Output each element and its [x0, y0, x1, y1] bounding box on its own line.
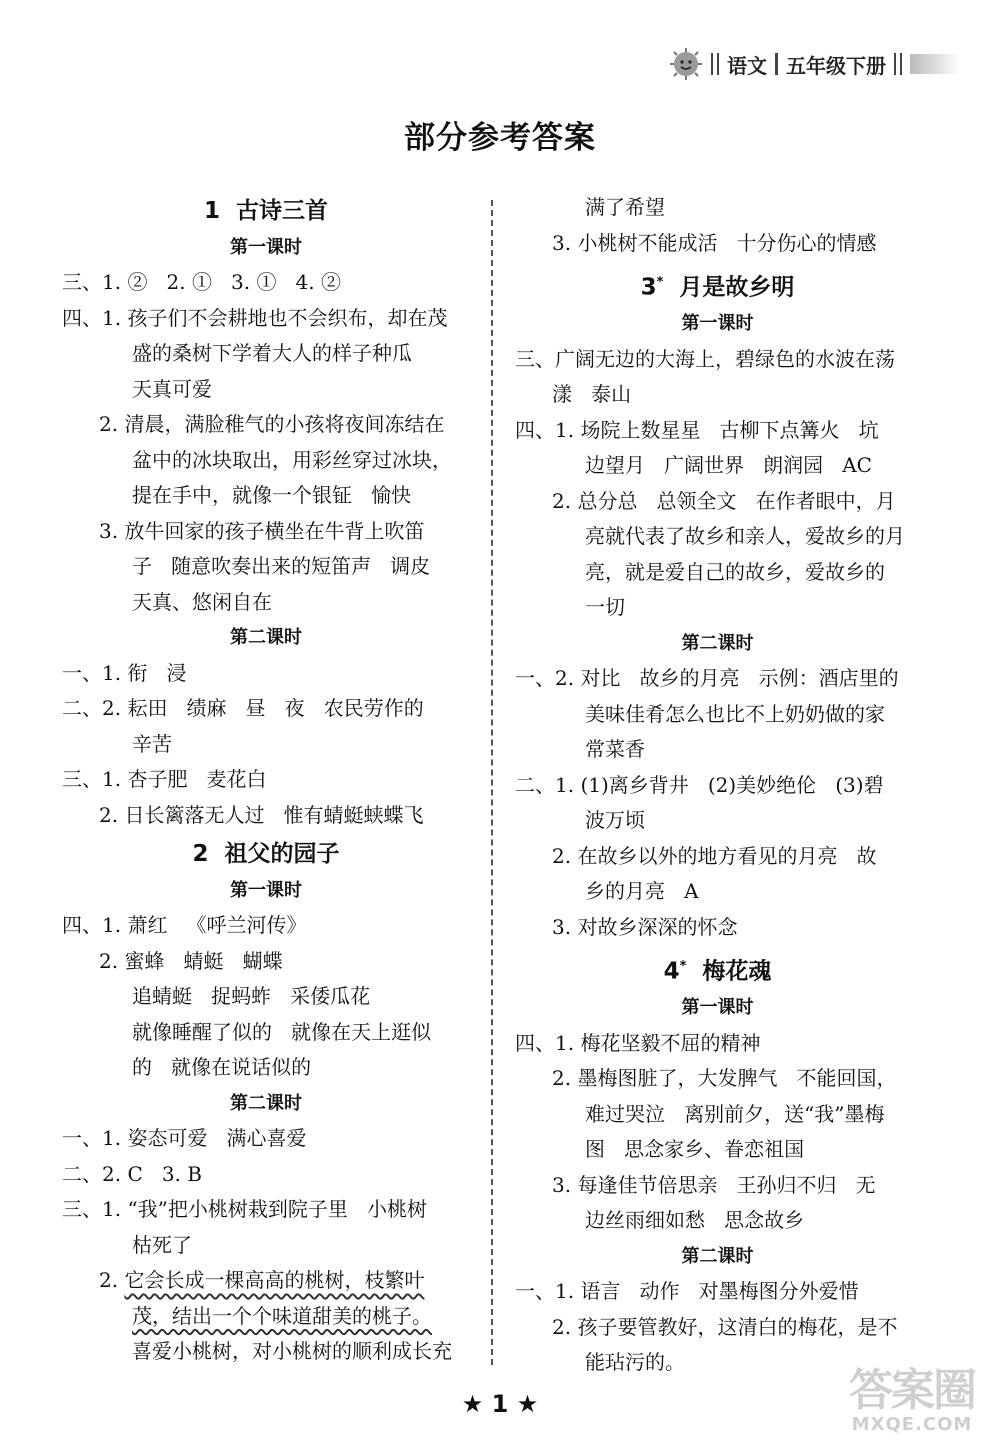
- header-separator: [775, 53, 778, 75]
- header-divider-right: [894, 53, 902, 75]
- answer-line: 3. 每逢佳节倍思亲 王孙归不归 无: [552, 1172, 876, 1197]
- answer-line: 一、1. 语言 动作 对墨梅图分外爱惜: [515, 1279, 859, 1304]
- lesson-heading: 第一课时: [681, 997, 754, 1019]
- answer-line: 亮就代表了故乡和亲人，爱故乡的月: [585, 524, 905, 549]
- answer-line: 能玷污的。: [585, 1350, 685, 1375]
- answer-line: 的 就像在说话似的: [132, 1055, 312, 1079]
- answer-line: 常菜香: [585, 737, 645, 762]
- answer-line: 就像睡醒了似的 就像在天上逛似: [132, 1019, 432, 1044]
- optional-star: *: [679, 959, 687, 975]
- optional-star: *: [656, 275, 664, 290]
- answer-line: 盆中的冰块取出，用彩丝穿过冰块，: [132, 447, 452, 472]
- answer-line: 提在手中，就像一个银钲 愉快: [132, 483, 412, 507]
- answer-line: 2. 蜜蜂 蜻蜓 蝴蝶: [99, 948, 283, 973]
- answer-line: 边望月 广阔世界 朗润园 AC: [585, 453, 872, 478]
- watermark-logo: [842, 1365, 982, 1438]
- section-title: [515, 949, 920, 990]
- running-header: [669, 44, 960, 84]
- answer-line: 三、1. ② 2. ① 3. ① 4. ②: [62, 270, 341, 294]
- page-number: ★ 1 ★: [461, 1390, 539, 1418]
- answer-line: 2. 清晨，满脸稚气的小孩将夜间冻结在: [99, 412, 445, 436]
- watermark-text: 答案圈: [849, 1365, 975, 1416]
- answer-line: 天真、悠闲自在: [132, 589, 272, 614]
- answer-line: 追蜻蜓 捉蚂蚱 采倭瓜花: [132, 984, 371, 1008]
- answer-line: 难过哭泣 离别前夕，送“我”墨梅: [585, 1101, 885, 1126]
- answer-line: 三、1. 杏子肥 麦花白: [62, 767, 267, 791]
- answer-line: 图 思念家乡、眷恋祖国: [585, 1137, 805, 1162]
- answer-line: 喜爱小桃树，对小桃树的顺利成长充: [132, 1339, 452, 1363]
- answer-number: 2.: [99, 1268, 125, 1292]
- answer-line: 一切: [585, 595, 625, 620]
- answer-line: 亮，就是爱自己的故乡，爱故乡的: [585, 559, 885, 584]
- answer-line: 二、1. (1)离乡背井 (2)美妙绝伦 (3)碧: [515, 772, 884, 797]
- lesson-heading: 第一课时: [230, 236, 302, 258]
- section-number: 3: [640, 274, 657, 301]
- lesson-heading: 第一课时: [681, 313, 754, 335]
- answer-line: 2. 总分总 总领全文 在作者眼中，月: [552, 488, 896, 513]
- answer-line: 二、2. C 3. B: [62, 1161, 202, 1186]
- section-number: 4: [663, 958, 680, 985]
- answer-line: 2. 孩子要管教好，这清白的梅花，是不: [552, 1314, 898, 1339]
- wavy-underlined-answer: 茂，结出一个个味道甜美的桃子。: [132, 1303, 432, 1328]
- header-subject: 语文: [727, 53, 767, 78]
- answer-line: 一、1. 姿态可爱 满心喜爱: [62, 1126, 307, 1150]
- answer-line: 波万顷: [585, 808, 645, 833]
- answer-line: 3. 小桃树不能成活 十分伤心的情感: [552, 230, 877, 255]
- answer-line: 美味佳肴怎么也比不上奶奶做的家: [585, 701, 885, 726]
- section-title: 2 祖父的园子: [192, 841, 340, 867]
- lesson-heading: 第二课时: [230, 1092, 302, 1114]
- left-column: [62, 190, 470, 1370]
- answer-line: 满了希望: [585, 195, 665, 219]
- answer-line: 盛的桑树下学着大人的样子种瓜: [132, 341, 412, 365]
- lesson-heading: 第二课时: [681, 1245, 754, 1267]
- lesson-heading: 第二课时: [681, 632, 754, 654]
- header-divider: [711, 53, 719, 75]
- page-title: 部分参考答案: [404, 120, 596, 156]
- answer-line: [62, 1263, 470, 1299]
- lesson-heading: 第一课时: [230, 879, 302, 901]
- answer-line: 四、1. 梅花坚毅不屈的精神: [515, 1030, 761, 1055]
- section-title: [515, 265, 920, 306]
- answer-line: 乡的月亮 A: [585, 879, 699, 904]
- answer-line: 四、1. 场院上数星星 古柳下点篝火 坑: [515, 417, 879, 442]
- section-name: 梅花魂: [686, 958, 772, 985]
- answer-line: 三、广阔无边的大海上，碧绿色的水波在荡: [515, 346, 895, 371]
- section-name: 月是故乡明: [663, 274, 795, 301]
- answer-line: 子 随意吹奏出来的短笛声 调皮: [132, 554, 431, 578]
- answer-line: 一、2. 对比 故乡的月亮 示例：酒店里的: [515, 666, 899, 691]
- mascot-icon: [669, 47, 703, 81]
- answer-line: 天真可爱: [132, 376, 212, 401]
- answer-line: [62, 1299, 470, 1335]
- answer-line: 四、1. 萧红 《呼兰河传》: [62, 913, 307, 937]
- answer-line: 2. 墨梅图脏了，大发脾气 不能回国，: [552, 1066, 897, 1091]
- answer-line: 3. 对故乡深深的怀念: [552, 914, 738, 939]
- wavy-underlined-answer: 它会长成一棵高高的桃树，枝繁叶: [124, 1268, 425, 1292]
- answer-line: 边丝雨细如愁 思念故乡: [585, 1208, 805, 1233]
- lesson-heading: 第二课时: [230, 627, 302, 648]
- answer-line: 三、1. “我”把小桃树栽到院子里 小桃树: [62, 1197, 427, 1221]
- answer-line: 辛苦: [132, 731, 172, 756]
- answer-line: 枯死了: [132, 1232, 192, 1257]
- answer-line: 3. 放牛回家的孩子横坐在牛背上吹笛: [99, 518, 425, 543]
- answer-line: 四、1. 孩子们不会耕地也不会织布，却在茂: [62, 305, 448, 330]
- header-grade: 五年级下册: [786, 53, 886, 78]
- header-fade-bar: [910, 54, 960, 74]
- watermark-url: MXQE.COM: [851, 1414, 973, 1435]
- column-divider: [491, 200, 493, 1365]
- right-column: [515, 190, 920, 1381]
- section-title: 1 古诗三首: [203, 198, 329, 224]
- answer-line: 一、1. 衔 浸: [62, 660, 187, 685]
- answer-line: 二、2. 耘田 绩麻 昼 夜 农民劳作的: [62, 696, 424, 720]
- answer-line: 2. 在故乡以外的地方看见的月亮 故: [552, 843, 877, 868]
- answer-line: 漾 泰山: [552, 382, 632, 407]
- answer-line: 2. 日长篱落无人过 惟有蜻蜓蛱蝶飞: [99, 802, 424, 827]
